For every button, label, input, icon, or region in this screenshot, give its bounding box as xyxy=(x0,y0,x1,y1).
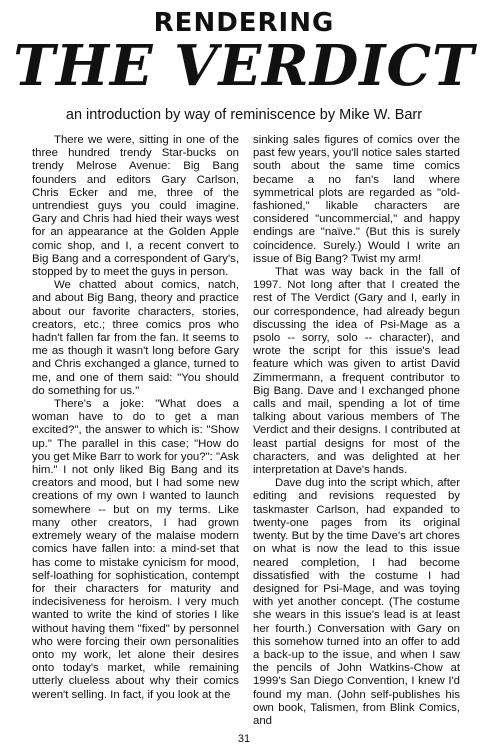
paragraph: There's a joke: "What does a woman have to do to get a man excited?", the answer to which is: "Show up." The parallel in this case; "How do you get Mike Barr to work for you?": "Ask him." I not only liked Big Bang and its creators and mood, but I had some new creations of my own I wanted to launch somewhere -- but on my terms. Like many other creators, I had grown extremely weary of the malaise modern comics have fallen into: a mind-set that has come to mistake cynicism for mood, self-loathing for sophistication, contempt for their characters for maturity and indecisiveness for heroism. I very much wanted to write the kind of stories I like without having them "fixed" by personnel who were forcing their own personalities onto my work, let alone their desires onto today's market, while remaining utterly clueless about why their comics weren't selling. In fact, if you look at the xyxy=(32,398,239,701)
paragraph: There we were, sitting in one of the three hundred trendy Star-bucks on trendy Melrose Avenue: Big Bang founders and editors Gary Carlson, Chris Ecker and me, three of the untrendiest guys you could imagine. Gary and Chris had hied their ways west for an appearance at the Golden Apple comic shop, and I, a recent convert to Big Bang and a correspondent of Gary's, stopped by to meet the guys in person. xyxy=(32,134,239,279)
paragraph: That was way back in the fall of 1997. Not long after that I created the rest of The Verdict (Gary and I, early in our correspondence, had already begun discussing the idea of Psi-Mage as a psolo -- sorry, solo -- character), and wrote the script for this issue's lead feature which was given to artist David Zimmermann, a frequent contributor to Big Bang. Dave and I exchanged phone calls and mail, spending a lot of time talking about various members of The Verdict and their designs. I contributed at least partial designs for most of the characters, and was delighted at her interpretation at Dave's hands. xyxy=(253,266,460,477)
page-number: 31 xyxy=(237,733,251,745)
paragraph: We chatted about comics, natch, and about Big Bang, theory and practice about our favorite characters, stories, creators, etc.; three comics pros who hadn't fallen far from the fan. It seems to me as though it wasn't long before Gary and Chris exchanged a glance, turned to me, and one of them said: "You should do something for us." xyxy=(32,279,239,397)
paragraph: sinking sales figures of comics over the past few years, you'll notice sales started south about the same time comics became a no fan's land where symmetrical plots are regarded as "old-fashioned," likable characters are considered "uncommercial," and happy endings are "naïve." (But this is surely coincidence. Surely.) Would I write an issue of Big Bang? Twist my arm! xyxy=(253,134,460,265)
right-column xyxy=(253,134,460,728)
article-title: THE VERDICT xyxy=(13,33,475,99)
paragraph: Dave dug into the script which, after editing and revisions requested by taskmaster Carlson, had expanded to twenty-one pages from its original twenty. But by the time Dave's art chores on what is now the lead to this issue neared completion, I had become dissatisfied with the costume I had designed for Psi-Mage, and was toying with yet another concept. (The costume she wears in this issue's lead is at least her fourth.) Conversation with Gary on this somehow turned into an offer to add a back-up to the issue, and when I saw the pencils of John Watkins-Chow at 1999's San Diego Convention, I knew I'd found my man. (John self-publishes his own book, Talismen, from Blink Comics, and xyxy=(253,477,460,727)
article-subtitle: an introduction by way of reminiscence by Mike W. Barr xyxy=(65,107,423,123)
article-kicker: RENDERING xyxy=(153,8,335,38)
left-column xyxy=(32,134,239,728)
article-body xyxy=(32,134,460,728)
